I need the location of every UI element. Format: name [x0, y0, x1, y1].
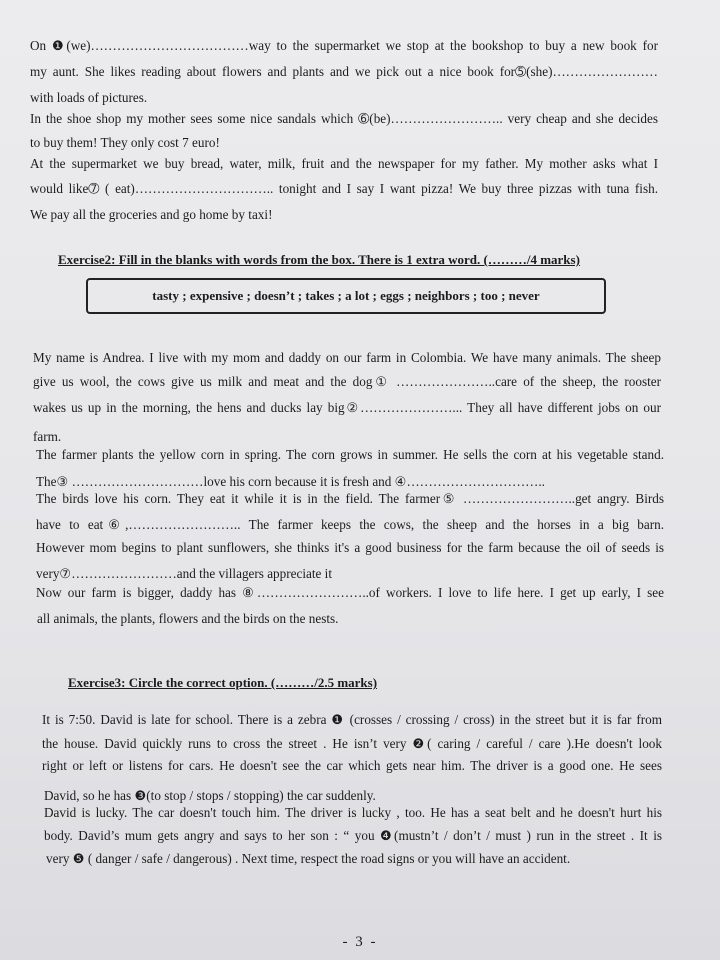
ex2-line-2: give us wool, the cows give us milk and meat and the dog① …………………..care of the sheep, the rooster	[33, 374, 661, 389]
ex2-line-1: My name is Andrea. I live with my mom and daddy on our farm in Colombia. We have many animals. The sheep	[33, 350, 661, 365]
part1-line-4: In the shoe shop my mother sees some nice sandals which ➅(be)…………………….. very cheap and she decides	[30, 111, 658, 126]
ex2-line-4: farm.	[33, 429, 62, 444]
ex3-line-4: David, so he has ❸(to stop / stops / stopping) the car suddenly.	[44, 788, 376, 803]
exercise3-heading: Exercise3: Circle the correct option. (………/2.5 marks)	[68, 675, 378, 690]
ex3-line-1: It is 7:50. David is late for school. There is a zebra ❶ (crosses / crossing / cross) in the street but it is far from	[42, 712, 662, 727]
ex3-line-6: body. David’s mum gets angry and says to her son : “ you ❹(mustn’t / don’t / must ) run in the street . It is	[44, 828, 662, 843]
part1-line-2: my aunt. She likes reading about flowers and plants and we pick out a nice book for➄(she)……………………	[30, 64, 658, 79]
ex2-line-5: The farmer plants the yellow corn in spring. The corn grows in summer. He sells the corn at his vegetable stand.	[36, 447, 664, 462]
part1-line-3: with loads of pictures.	[30, 90, 148, 105]
part1-line-5: to buy them! They only cost 7 euro!	[30, 135, 220, 150]
ex2-line-6: The③ …………………………love his corn because it is fresh and ④…………………………..	[36, 474, 545, 489]
part1-line-7: would like➆ ( eat)………………………….. tonight and I say I want pizza! We buy three pizzas with tuna fish.	[30, 181, 658, 196]
page-number: - 3 -	[342, 934, 378, 950]
ex3-line-7: very ❺ ( danger / safe / dangerous) . Next time, respect the road signs or you will have an accident.	[46, 851, 571, 866]
ex2-line-11: Now our farm is bigger, daddy has ⑧……………………..of workers. I love to life here. I get up early, I see	[36, 585, 664, 600]
ex3-line-3: right or left or listens for cars. He doesn't see the car which gets near him. The driver is a good one. He sees	[42, 758, 662, 773]
ex2-line-10: very⑦……………………and the villagers appreciate it	[36, 566, 333, 581]
ex2-line-8: have to eat⑥,…………………….. The farmer keeps the cows, the sheep and the horses in a big barn.	[36, 517, 664, 532]
ex2-line-12: all animals, the plants, flowers and the birds on the nests.	[37, 611, 339, 626]
part1-line-6: At the supermarket we buy bread, water, milk, fruit and the newspaper for my father. My mother asks what I	[30, 156, 658, 171]
exercise2-heading: Exercise2: Fill in the blanks with words from the box. There is 1 extra word. (………/4 marks)	[58, 252, 580, 267]
word-box: tasty ; expensive ; doesn’t ; takes ; a lot ; eggs ; neighbors ; too ; never	[86, 278, 606, 314]
ex2-line-3: wakes us up in the morning, the hens and ducks lay big②…………………... They all have different jobs on our	[33, 400, 661, 415]
part1-line-1: On ❶(we)………………………………way to the supermarket we stop at the bookshop to buy a new book for	[30, 38, 658, 53]
ex2-line-7: The birds love his corn. They eat it while it is in the field. The farmer⑤ ……………………..get angry. Birds	[36, 491, 664, 506]
part1-line-8: We pay all the groceries and go home by taxi!	[30, 207, 273, 222]
ex3-line-2: the house. David quickly runs to cross the street . He isn’t very ❷( caring / careful / care ).He doesn't look	[42, 736, 662, 751]
ex2-line-9: However mom begins to plant sunflowers, she thinks it's a good business for the farm because the oil of seeds is	[36, 540, 664, 555]
ex3-line-5: David is lucky. The car doesn't touch him. The driver is lucky , too. He has a seat belt and he doesn't hurt his	[44, 805, 662, 820]
